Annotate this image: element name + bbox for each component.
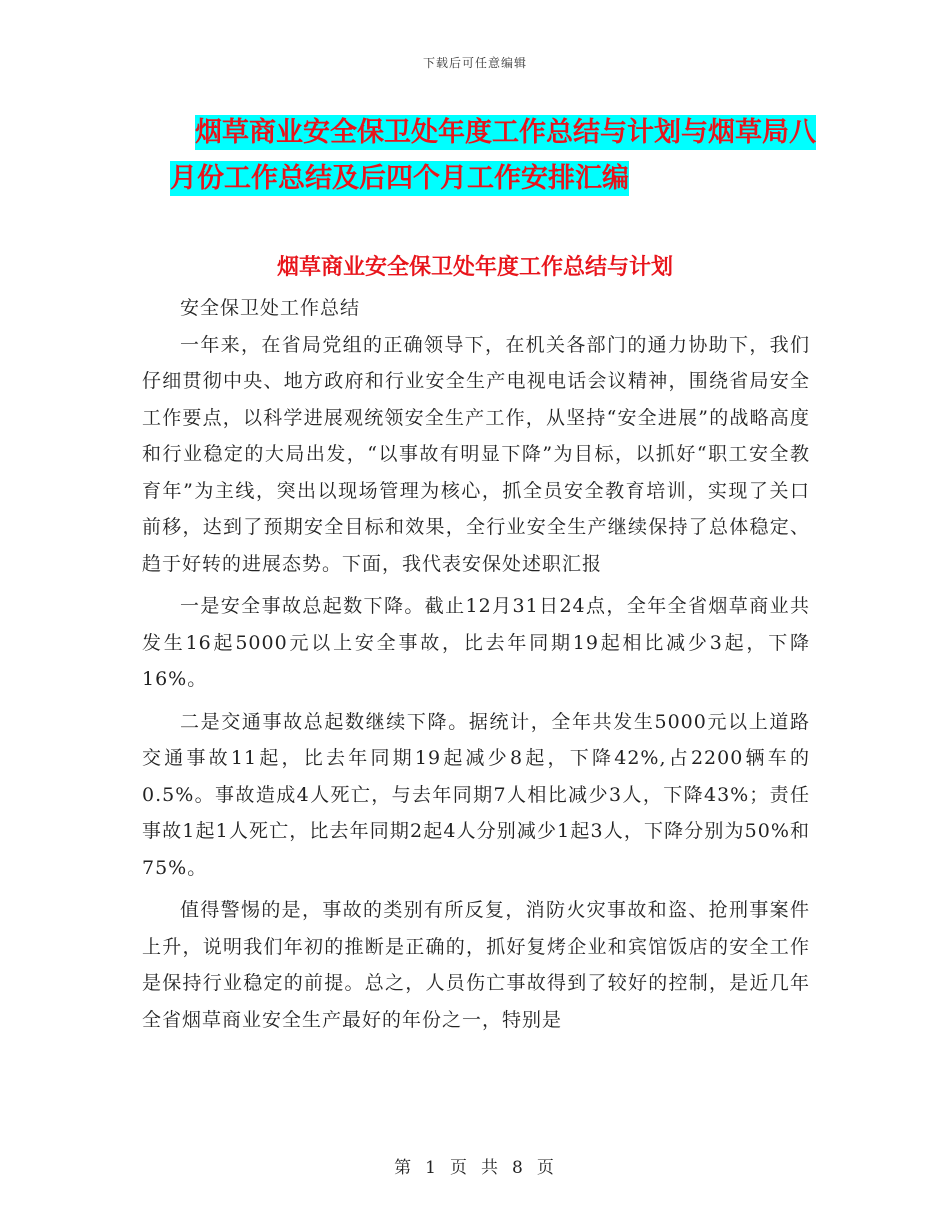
page-current: 1: [425, 1158, 438, 1178]
title-line-2-text: 月份工作总结及后四个月工作安排汇编: [170, 163, 629, 194]
document-title: [140, 110, 820, 202]
page-label-mid: 页: [450, 1158, 469, 1178]
paragraph-warning: 值得警惕的是，事故的类别有所反复，消防火灾事故和盗、抢刑事案件上升，说明我们年初的推断是正确的，抓好复烤企业和宾馆饭店的安全工作是保持行业稳定的前提。总之，人员伤亡事故得到了较好的控制，是近几年全省烟草商业安全生产最好的年份之一，特别是: [142, 899, 810, 1031]
page-footer: [0, 1153, 950, 1178]
paragraph-heading: 安全保卫处工作总结: [180, 297, 361, 319]
section-title: 烟草商业安全保卫处年度工作总结与计划: [276, 255, 673, 280]
paragraph-intro: 一年来，在省局党组的正确领导下，在机关各部门的通力协助下，我们仔细贯彻中央、地方政府和行业安全生产电视电话会议精神，围绕省局安全工作要点，以科学进展观统领安全生产工作，从坚持“安全进展”的战略高度和行业稳定的大局出发，“以事故有明显下降”为目标，以抓好“职工安全教育年”为主线，突出以现场管理为核心，抓全员安全教育培训，实现了关口前移，达到了预期安全目标和效果，全行业安全生产继续保持了总体稳定、趋于好转的进展态势。下面，我代表安保处述职汇报: [142, 333, 810, 575]
document-title-line-2: [140, 156, 820, 202]
page-total-prefix: 共: [481, 1158, 500, 1178]
paragraph-point-2: 二是交通事故总起数继续下降。据统计，全年共发生5000元以上道路交通事故11起，比去年同期19起减少8起，下降42%,占2200辆车的0.5%。事故造成4人死亡，与去年同期7人相比减少3人，下降43%；责任事故1起1人死亡，比去年同期2起4人分别减少1起3人，下降分别为50%和75%。: [142, 710, 810, 879]
document-title-line-1: [140, 110, 820, 156]
page-total: 8: [512, 1158, 525, 1178]
header-note: 下载后可任意编辑: [422, 56, 527, 70]
page-label-prefix: 第: [394, 1158, 414, 1178]
document-body: [142, 290, 810, 1038]
paragraph-point-1: 一是安全事故总起数下降。截止12月31日24点，全年全省烟草商业共发生16起5000元以上安全事故，比去年同期19起相比减少3起，下降16%。: [142, 595, 810, 690]
page-label-suffix: 页: [536, 1158, 556, 1178]
title-line-1-text: 烟草商业安全保卫处年度工作总结与计划与烟草局八: [195, 117, 816, 148]
